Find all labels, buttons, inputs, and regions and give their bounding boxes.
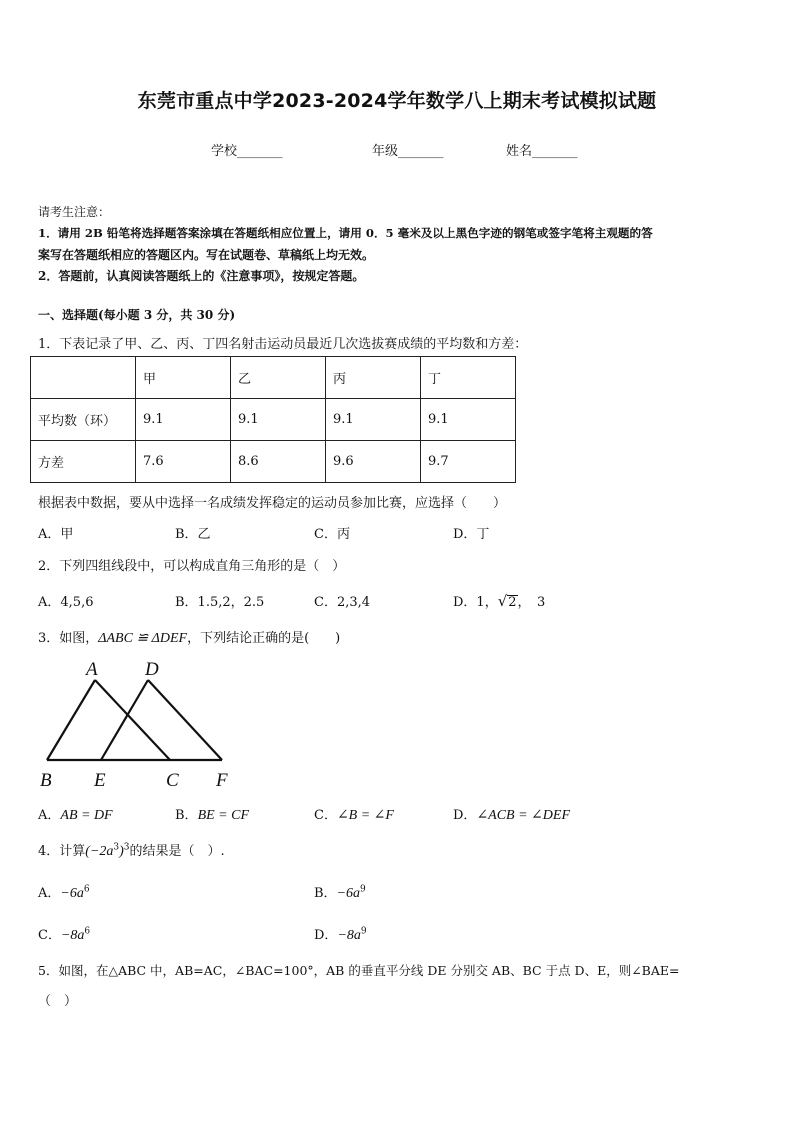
option-letter: D． (453, 808, 477, 823)
q1-option-b: B．乙 (175, 527, 211, 542)
question-5-line-1: 5．如图，在△ABC 中，AB=AC，∠BAC=100°，AB 的垂直平分线 DE 分别交 AB、BC 于点 D、E，则∠BAE= (38, 963, 680, 978)
q2-option-b: B．1.5,2，2.5 (175, 595, 265, 610)
table-cell: 方差 (31, 441, 136, 483)
option-exponent: 6 (84, 926, 91, 937)
option-letter: C． (314, 808, 337, 823)
table-cell (31, 357, 136, 399)
question-4-base: (−2a (85, 844, 114, 859)
name-field: 姓名_______ (506, 144, 578, 159)
option-base: −6a (336, 886, 361, 901)
label-a: A (86, 659, 98, 680)
sqrt-icon: √ (497, 592, 508, 610)
question-3-prefix: 3．如图， (38, 631, 99, 646)
table-cell: 9.1 (326, 399, 421, 441)
question-1-follow: 根据表中数据，要从中选择一名成绩发挥稳定的运动员参加比赛，应选择（ ） (38, 496, 507, 511)
option-letter: A． (38, 886, 61, 901)
q3-option-d (453, 804, 570, 824)
label-b: B (40, 770, 52, 791)
option-math: AB = DF (60, 808, 113, 823)
notice-item-1-line-2: 案写在答题纸相应的答题区内。写在试题卷、草稿纸上均无效。 (38, 248, 375, 262)
table-cell: 丙 (326, 357, 421, 399)
question-2-stem: 2．下列四组线段中，可以构成直角三角形的是（ ） (38, 559, 346, 574)
q1-option-a: A．甲 (38, 527, 74, 542)
option-math: ∠B = ∠F (336, 808, 394, 823)
label-c: C (166, 770, 179, 791)
table-cell: 9.1 (136, 399, 231, 441)
grade-field: 年级_______ (372, 144, 444, 159)
label-e: E (94, 770, 106, 791)
q3-option-a (38, 804, 113, 824)
question-4-stem (38, 840, 225, 860)
q2-option-a: A．4,5,6 (38, 595, 94, 610)
q4-option-d (314, 924, 367, 944)
q4-option-c (38, 924, 90, 944)
option-letter: A． (38, 808, 61, 823)
question-3-stem (38, 627, 340, 647)
table-cell: 甲 (136, 357, 231, 399)
q2-option-d (453, 591, 545, 610)
label-f: F (216, 770, 228, 791)
question-3-suffix: ，下列结论正确的是( ) (187, 631, 341, 646)
label-d: D (145, 659, 159, 680)
q3-option-c (314, 804, 394, 824)
table-header-row (31, 357, 516, 399)
table-cell: 乙 (231, 357, 326, 399)
q1-option-d: D．丁 (453, 527, 490, 542)
question-4-close: ) (119, 844, 124, 859)
section-heading: 一、选择题(每小题 3 分，共 30 分) (38, 308, 236, 322)
q2-option-d-prefix: D．1， (453, 595, 498, 610)
line-ab (47, 680, 95, 760)
table-cell: 9.6 (326, 441, 421, 483)
q4-option-b (314, 882, 366, 902)
option-math: BE = CF (197, 808, 250, 823)
question-4-prefix: 4．计算 (38, 844, 86, 859)
question-3-congruence: ΔABC ≌ ΔDEF (98, 631, 188, 646)
option-base: −8a (60, 928, 85, 943)
table-row (31, 441, 516, 483)
question-1-stem: 1．下表记录了甲、乙、丙、丁四名射击运动员最近几次选拔赛成绩的平均数和方差： (38, 337, 528, 352)
question-5-line-2: （ ） (38, 994, 78, 1009)
notice-item-2: 2．答题前，认真阅读答题纸上的《注意事项》，按规定答题。 (38, 269, 365, 283)
option-letter: B． (314, 886, 337, 901)
q3-option-b (175, 804, 249, 824)
option-base: −6a (60, 886, 84, 901)
option-letter: D． (314, 928, 338, 943)
question-4-inner-exponent: 3 (113, 842, 120, 853)
option-exponent: 9 (360, 884, 366, 895)
school-field: 学校_______ (211, 144, 283, 159)
table-row (31, 399, 516, 441)
question-4-suffix: 的结果是（ ）. (129, 844, 225, 859)
line-ed (101, 680, 148, 760)
option-letter: B． (175, 808, 198, 823)
table-cell: 7.6 (136, 441, 231, 483)
q2-option-c: C．2,3,4 (314, 595, 371, 610)
q2-option-d-radicand: 2 (508, 595, 517, 610)
option-base: −8a (337, 928, 361, 943)
triangle-figure (30, 655, 240, 795)
option-letter: C． (38, 928, 61, 943)
score-table (30, 356, 516, 483)
page-title: 东莞市重点中学2023-2024学年数学八上期末考试模拟试题 (137, 90, 657, 112)
notice-heading: 请考生注意： (38, 205, 111, 219)
q4-option-a (38, 882, 90, 902)
table-cell: 丁 (421, 357, 516, 399)
table-cell: 平均数（环） (31, 399, 136, 441)
option-exponent: 6 (83, 884, 90, 895)
question-4-outer-exponent: 3 (123, 842, 130, 853)
option-math: ∠ACB = ∠DEF (476, 808, 571, 823)
option-exponent: 9 (360, 926, 367, 937)
table-cell: 9.7 (421, 441, 516, 483)
table-cell: 9.1 (421, 399, 516, 441)
q1-option-c: C．丙 (314, 527, 350, 542)
notice-item-1-line-1: 1．请用 2B 铅笔将选择题答案涂填在答题纸相应位置上，请用 0．5 毫米及以上黑色字迹的钢笔或签字笔将主观题的答 (38, 226, 653, 240)
table-cell: 9.1 (231, 399, 326, 441)
table-cell: 8.6 (231, 441, 326, 483)
q2-option-d-suffix: ， 3 (517, 595, 546, 610)
